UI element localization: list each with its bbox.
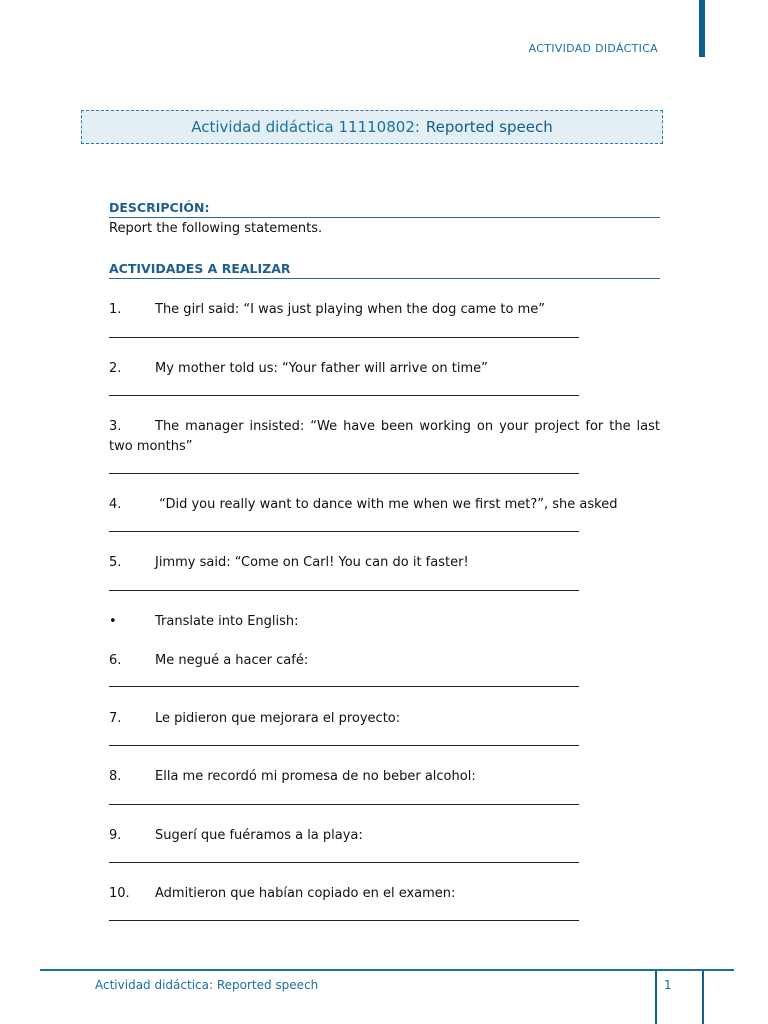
list-item bbox=[109, 884, 660, 904]
answer-line bbox=[109, 590, 579, 591]
bullet-marker: • bbox=[109, 614, 117, 629]
footer-separator bbox=[655, 971, 657, 1024]
answer-line bbox=[109, 745, 579, 746]
item-text: Me negué a hacer café: bbox=[155, 653, 309, 668]
item-text: The girl said: “I was just playing when the dog came to me” bbox=[155, 302, 545, 317]
answer-line bbox=[109, 531, 579, 532]
item-number: 2. bbox=[109, 361, 122, 376]
description-text: Report the following statements. bbox=[109, 221, 323, 236]
item-number: 1. bbox=[109, 302, 122, 317]
answer-line bbox=[109, 473, 579, 474]
item-text: “Did you really want to dance with me when we first met?”, she asked bbox=[155, 497, 618, 512]
item-number: 6. bbox=[109, 653, 122, 668]
list-item bbox=[109, 826, 660, 846]
item-text: Ella me recordó mi promesa de no beber alcohol: bbox=[155, 769, 476, 784]
list-item bbox=[109, 495, 660, 515]
document-title bbox=[81, 110, 663, 144]
item-text: Le pidieron que mejorara el proyecto: bbox=[155, 711, 401, 726]
page-number: 1 bbox=[664, 978, 672, 992]
list-item bbox=[109, 767, 660, 787]
header-label: ACTIVIDAD DIDÁCTICA bbox=[528, 42, 658, 55]
list-item bbox=[109, 709, 660, 729]
answer-line bbox=[109, 920, 579, 921]
item-number: 8. bbox=[109, 769, 122, 784]
answer-line bbox=[109, 862, 579, 863]
list-item bbox=[109, 651, 660, 671]
list-item bbox=[109, 359, 660, 379]
title-main: Reported speech bbox=[425, 118, 553, 136]
answer-line bbox=[109, 337, 579, 338]
header-accent-bar bbox=[699, 0, 705, 57]
item-number: 9. bbox=[109, 828, 122, 843]
item-number: 5. bbox=[109, 555, 122, 570]
item-text: Sugerí que fuéramos a la playa: bbox=[155, 828, 363, 843]
list-item bbox=[109, 300, 660, 320]
list-item bbox=[109, 553, 660, 573]
item-number: 7. bbox=[109, 711, 122, 726]
item-number: 4. bbox=[109, 497, 122, 512]
answer-line bbox=[109, 804, 579, 805]
item-text: The manager insisted: “We have been working on your project for the last two months” bbox=[109, 419, 660, 454]
item-text: Jimmy said: “Come on Carl! You can do it faster! bbox=[155, 555, 469, 570]
description-heading: DESCRIPCIÓN: bbox=[109, 200, 660, 218]
list-item bbox=[109, 417, 660, 457]
item-number: 3. bbox=[109, 419, 122, 434]
title-prefix: Actividad didáctica 11110802: bbox=[191, 118, 420, 136]
answer-line bbox=[109, 395, 579, 396]
list-item bbox=[109, 612, 660, 632]
item-text: Admitieron que habían copiado en el examen: bbox=[155, 886, 456, 901]
footer-divider bbox=[40, 969, 734, 971]
activities-heading: ACTIVIDADES A REALIZAR bbox=[109, 261, 660, 279]
footer-title: Actividad didáctica: Reported speech bbox=[95, 978, 319, 992]
item-text: Translate into English: bbox=[155, 614, 299, 629]
item-number: 10. bbox=[109, 886, 130, 901]
item-text: My mother told us: “Your father will arrive on time” bbox=[155, 361, 488, 376]
answer-line bbox=[109, 686, 579, 687]
footer-accent-bar bbox=[702, 971, 704, 1024]
